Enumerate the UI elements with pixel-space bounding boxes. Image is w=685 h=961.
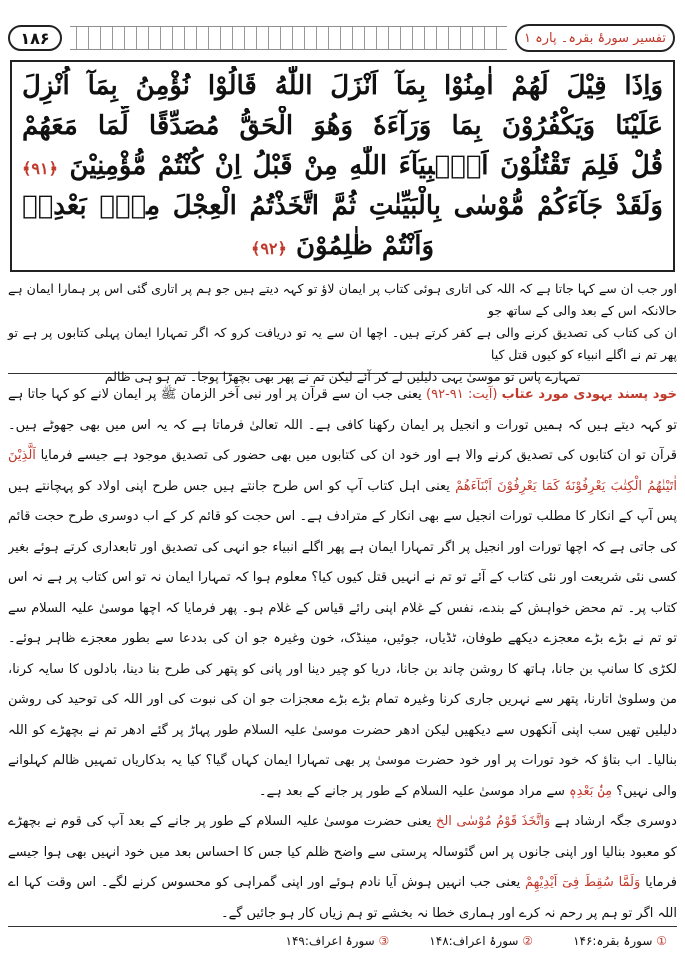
page-number: ۱۸۶ [8, 25, 62, 51]
verse-line: وَاِذَا قِيْلَ لَهُمْ اٰمِنُوْا بِمَآ اَنْزَلَ اللّٰهُ قَالُوْا نُؤْمِنُ بِمَآ اُنْزِلَ [22, 71, 663, 101]
page-header [8, 18, 675, 58]
quran-quote: وَلَمَّا سُقِطَ فِیٓ اَيْدِيْهِمْ [525, 875, 641, 890]
verse-line [22, 146, 663, 186]
footnote: ③ سورۂ اعراف:۱۴۹ [285, 933, 390, 948]
ayah-marker: ﴿۹۲﴾ [250, 239, 287, 258]
verse-line [22, 226, 663, 266]
verse-text: قُلْ فَلِمَ تَقْتُلُوْنَ اَنْۢبِيَآءَ اللّٰهِ مِنْ قَبْلُ اِنْ كُنْتُمْ مُّؤْمِنِيْنَ [69, 151, 663, 181]
verse-reference: (آیت: ۹۱-۹۲) [426, 387, 498, 402]
translation-line: اور جب ان سے کہا جاتا ہے کہ اللہ کی اتاری ہوئی کتاب پر ایمان لاؤ تو کہہ دیتے ہیں جو ہم پر اتاری گئی اس پر ہمارا ایمان ہے حالانکہ اس کے بعد والی کے ساتھ جو [8, 281, 677, 318]
verse-text: وَاَنْتُمْ ظٰلِمُوْنَ [295, 231, 435, 261]
translation-line: ان کی کتاب کی تصدیق کرنے والی ہے کفر کرتے ہیں۔ اچھا ان سے یہ تو دریافت کرو کہ اگر تمہارا ایمان پہلی کتابوں پر ہے تو پھر تم نے اگلے انبیاء کو کیوں قتل کیا [8, 325, 677, 362]
footnotes [8, 926, 677, 954]
footnote: ② سورۂ اعراف:۱۴۸ [429, 933, 534, 948]
urdu-translation [8, 278, 677, 384]
ayah-marker: ﴿۹۱﴾ [22, 159, 58, 178]
running-title: تفسیر سورۂ بقرہ۔ پارہ ۱ [515, 24, 675, 52]
commentary-paragraph: دوسری جگہ ارشاد ہے وَاتَّخَذَ قَوْمُ مُوْسٰى الخ یعنی حضرت موسیٰ علیہ السلام کے طور پر جانے کے بعد آپ کی قوم نے بچھڑے کو معبود بنالیا اور اپنی جانوں پر اس گئوسالہ پرستی سے واضح ظلم کیا جس کا احساس بعد میں خود انہیں بھی ہوا جیسے فرمایا وَلَمَّا سُقِطَ فِیٓ اَيْدِيْهِمْ یعنی جب انہیں ہوش آیا نادم ہوئے اور اپنی گمراہی کو محسوس کرنے لگے۔ اس وقت کہا اے اللہ اگر تو ہم پر رحم نہ کرے اور ہماری خطا نہ بخشے تو ہم زیاں کار ہو جائیں گے۔ [8, 814, 677, 920]
footnote: ① سورۂ بقرہ:۱۴۶ [573, 933, 667, 948]
quran-verse-box [10, 60, 675, 272]
verse-line: عَلَيْنَا وَيَكْفُرُوْنَ بِمَا وَرَآءَهٗ وَهُوَ الْحَقُّ مُصَدِّقًا لِّمَا مَعَهُمْ [22, 111, 663, 141]
commentary-paragraph: خود پسند یہودی مورد عتاب (آیت: ۹۱-۹۲) یعنی جب ان سے قرآن پر اور نبی آخر الزمان ﷺ پر ایمان لانے کو کہا جاتا ہے تو کہہ دیتے ہیں کہ ہمیں تورات و انجیل پر ایمان رکھنا کافی ہے۔ اللہ تعالیٰ فرماتا ہے کہ یہ اس میں بھی جھوٹے ہیں۔ قرآن تو ان کتابوں کی تصدیق کرنے والا ہے اور خود ان کی کتابوں میں بھی حضور کی تصدیق موجود ہے جیسے فرمایا اَلَّذِيْنَ اٰتَيْنٰهُمُ الْكِتٰبَ يَعْرِفُوْنَهٗ كَمَا يَعْرِفُوْنَ اَبْنَآءَهُمْ یعنی اہل کتاب آپ کو اس طرح جانتے ہیں جس طرح اپنی اولاد کو پہچانتے ہیں پس آپ کے انکار کا مطلب تورات انجیل سے بھی انکار کے مترادف ہے۔ اس حجت کو قائم کر کے اب دوسری طرح حجت قائم کی جاتی ہے کہ اچھا تورات اور انجیل پر اگر تمہارا ایمان ہے پھر اگلے انبیاء جو انہی کی تصدیق اور تابعداری کرتے ہوئے بغیر کسی نئی شریعت اور نئی کتاب کے آئے تو تم نے انہیں قتل کیوں کیا؟ معلوم ہوا کہ تمہارا ایمان نہ تو اس کتاب پر ہے نہ اس کتاب پر۔ تم محض خواہش کے بندے، نفس کے غلام اپنی رائے قیاس کے غلام ہو۔ پھر فرمایا کہ اچھا موسیٰ علیہ السلام سے تو تم نے بڑے بڑے معجزے دیکھے طوفان، ٹڈیاں، جوئیں، مینڈک، خون وغیرہ جو ان کی بددعا سے بطور معجزے ظاہر ہوئے۔ لکڑی کا سانپ بن جانا، ہاتھ کا روشن چاند بن جانا، دریا کو چیر دینا اور پانی کو پتھر کی طرح بنا دینا، بادلوں کا سایہ کرنا، من وسلویٰ اتارنا، پتھر سے نہریں جاری کرنا وغیرہ تمام بڑے بڑے معجزات جو ان کی نبوت کی اور اللہ کی توحید کی روشن دلیلیں تھیں سب اپنی آنکھوں سے دیکھیں لیکن ادھر حضرت موسیٰ علیہ السلام طور پہاڑ پر گئے ادھر تم نے بچھڑے کو اللہ بنالیا۔ اب بتاؤ کہ خود تورات پر اور خود حضرت موسیٰ پر بھی تمہارا ایمان کہاں گیا؟ کیا یہ بدکاریاں تمہیں ظالم کہلوانے والی نہیں؟ مِنْۢ بَعْدِهٖ سے مراد موسیٰ علیہ السلام کے طور پر جانے کے بعد ہے۔ [8, 387, 677, 799]
header-ornament [70, 26, 507, 50]
tafsir-commentary [8, 380, 677, 920]
quran-quote: مِنْۢ بَعْدِهٖ [569, 783, 613, 799]
section-heading: خود پسند یہودی مورد عتاب [501, 387, 677, 402]
translation-line: تمہارے پاس تو موسیٰ یہی دلیلیں لے کر آئے لیکن تم نے پھر بھی بچھڑا پوجا۔ تم ہو ہی ظالم [104, 369, 581, 384]
quran-quote: اَلَّذِيْنَ اٰتَيْنٰهُمُ الْكِتٰبَ يَعْرِفُوْنَهٗ كَمَا يَعْرِفُوْنَ اَبْنَآءَهُمْ [8, 448, 677, 494]
quran-quote: وَاتَّخَذَ قَوْمُ مُوْسٰى الخ [435, 814, 551, 829]
verse-line: وَلَقَدْ جَآءَكُمْ مُّوْسٰى بِالْبَيِّنٰتِ ثُمَّ اتَّخَذْتُمُ الْعِجْلَ مِنْۢ بَعْدِهٖ [22, 191, 663, 221]
